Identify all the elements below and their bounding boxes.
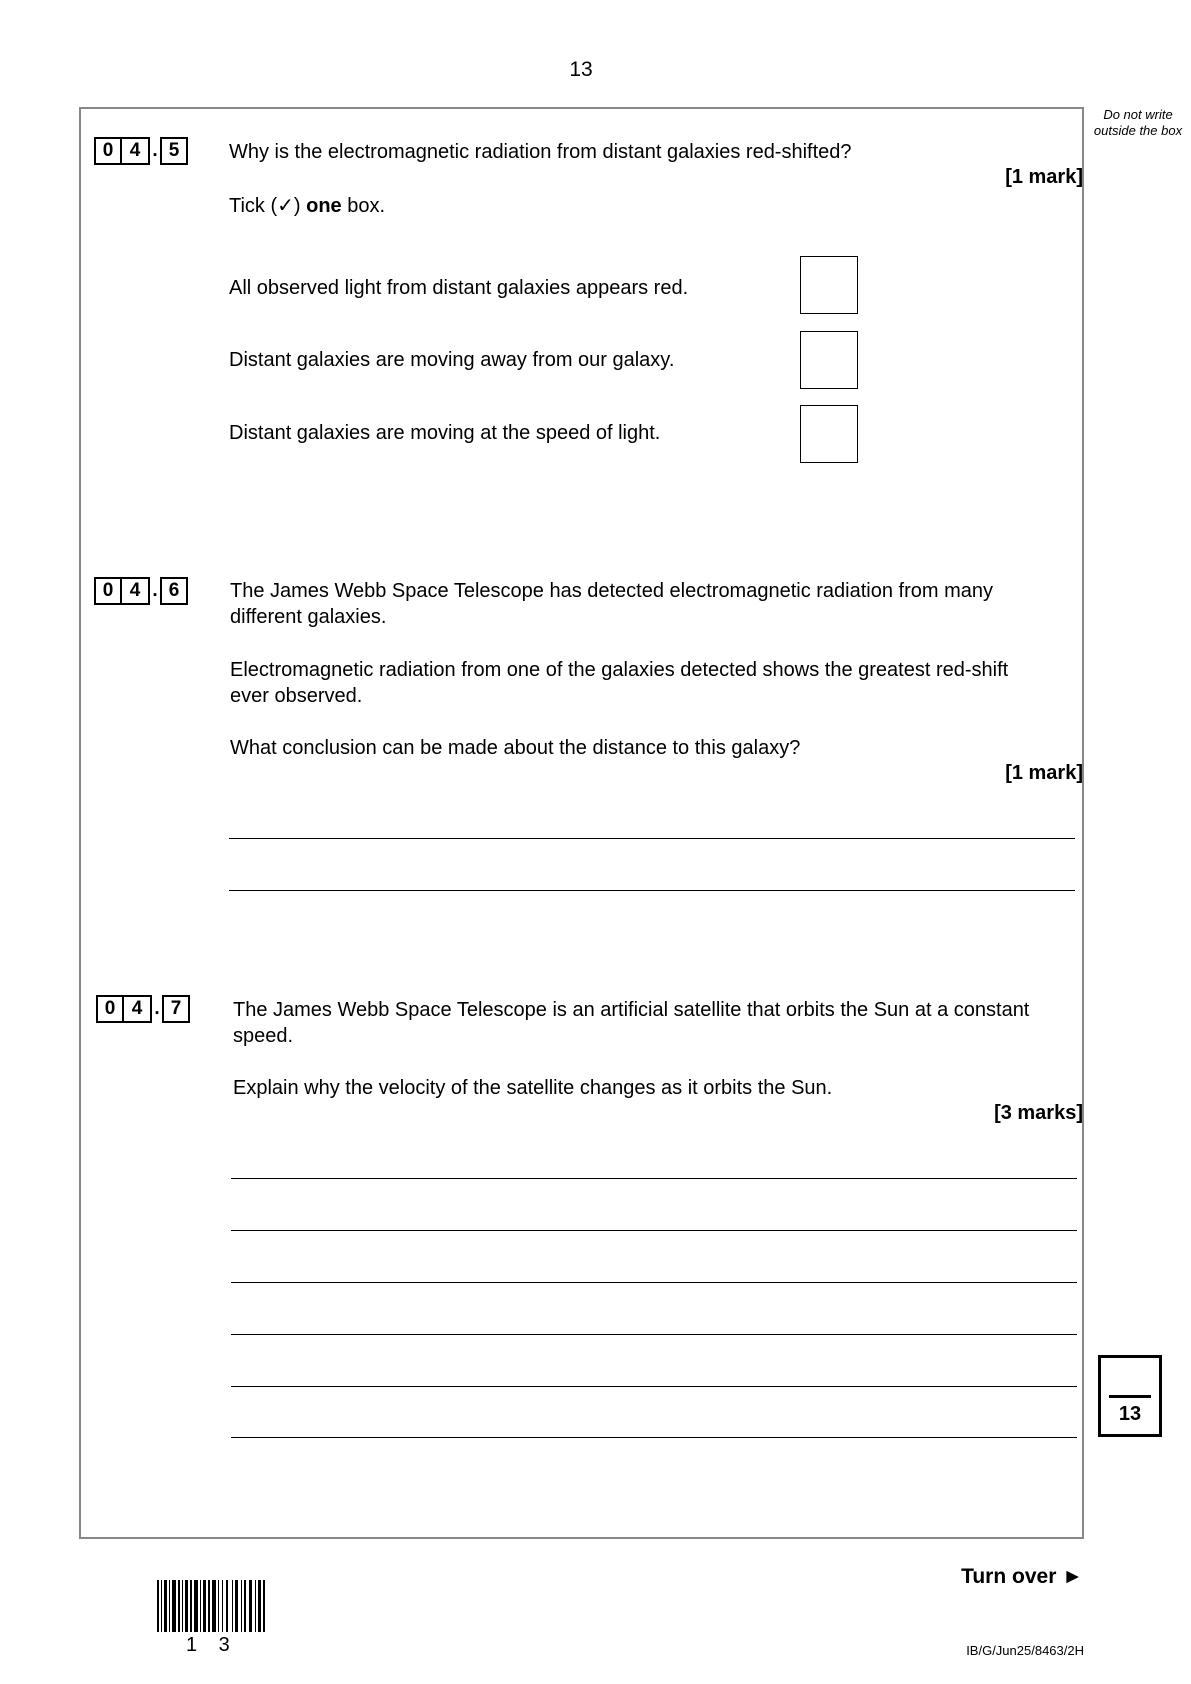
qnum-digit: 0 bbox=[94, 137, 122, 165]
marks-label: [1 mark] bbox=[1005, 762, 1083, 784]
page-score-box bbox=[1098, 1355, 1162, 1437]
answer-frame bbox=[79, 107, 1084, 1539]
page-number: 13 bbox=[569, 58, 593, 81]
option-label: Distant galaxies are moving at the speed of light. bbox=[229, 422, 661, 444]
tick-box-option-2[interactable] bbox=[800, 331, 858, 389]
qnum-digit: 5 bbox=[160, 137, 188, 165]
question-number-04-7: 0 4 . 7 bbox=[96, 995, 190, 1023]
answer-line[interactable] bbox=[229, 890, 1075, 891]
score-total: 13 bbox=[1118, 1403, 1142, 1425]
question-text: What conclusion can be made about the distance to this galaxy? bbox=[230, 737, 801, 759]
margin-note: Do not write outside the box bbox=[1093, 107, 1183, 138]
option-label: All observed light from distant galaxies appears red. bbox=[229, 277, 689, 299]
question-para: The James Webb Space Telescope is an artificial satellite that orbits the Sun at a constant speed. bbox=[233, 999, 1030, 1047]
qnum-digit: 4 bbox=[122, 137, 150, 165]
qnum-digit: 7 bbox=[162, 995, 190, 1023]
paper-code: IB/G/Jun25/8463/2H bbox=[966, 1643, 1084, 1658]
question-text: Why is the electromagnetic radiation from distant galaxies red-shifted? bbox=[229, 141, 852, 163]
answer-line[interactable] bbox=[231, 1437, 1077, 1438]
tick-box-option-3[interactable] bbox=[800, 405, 858, 463]
qnum-digit: 4 bbox=[122, 577, 150, 605]
answer-line[interactable] bbox=[231, 1334, 1077, 1335]
answer-line[interactable] bbox=[231, 1386, 1077, 1387]
answer-line[interactable] bbox=[231, 1230, 1077, 1231]
answer-line[interactable] bbox=[231, 1178, 1077, 1179]
marks-label: [1 mark] bbox=[1005, 166, 1083, 188]
question-text: Explain why the velocity of the satellite changes as it orbits the Sun. bbox=[233, 1077, 833, 1099]
turn-over-label: Turn over ► bbox=[961, 1565, 1083, 1588]
question-number-04-6: 0 4 . 6 bbox=[94, 577, 188, 605]
question-para: The James Webb Space Telescope has detected electromagnetic radiation from many different galaxies. bbox=[230, 580, 994, 628]
answer-line[interactable] bbox=[231, 1282, 1077, 1283]
qnum-digit: 0 bbox=[94, 577, 122, 605]
instruction-bold: one bbox=[306, 195, 342, 217]
qnum-digit: 0 bbox=[96, 995, 124, 1023]
barcode-icon bbox=[157, 1580, 269, 1632]
instruction-text: box. bbox=[341, 195, 386, 217]
question-number-04-5: 0 4 . 5 bbox=[94, 137, 188, 165]
instruction bbox=[229, 193, 385, 219]
barcode-number: 1 3 bbox=[186, 1634, 238, 1656]
question-para: Electromagnetic radiation from one of the galaxies detected shows the greatest red-shift ever observed. bbox=[230, 659, 1009, 707]
answer-line[interactable] bbox=[229, 838, 1075, 839]
instruction-text: Tick (✓) bbox=[229, 195, 307, 217]
option-label: Distant galaxies are moving away from our galaxy. bbox=[229, 349, 675, 371]
marks-label: [3 marks] bbox=[994, 1102, 1083, 1124]
qnum-digit: 6 bbox=[160, 577, 188, 605]
tick-box-option-1[interactable] bbox=[800, 256, 858, 314]
qnum-digit: 4 bbox=[124, 995, 152, 1023]
